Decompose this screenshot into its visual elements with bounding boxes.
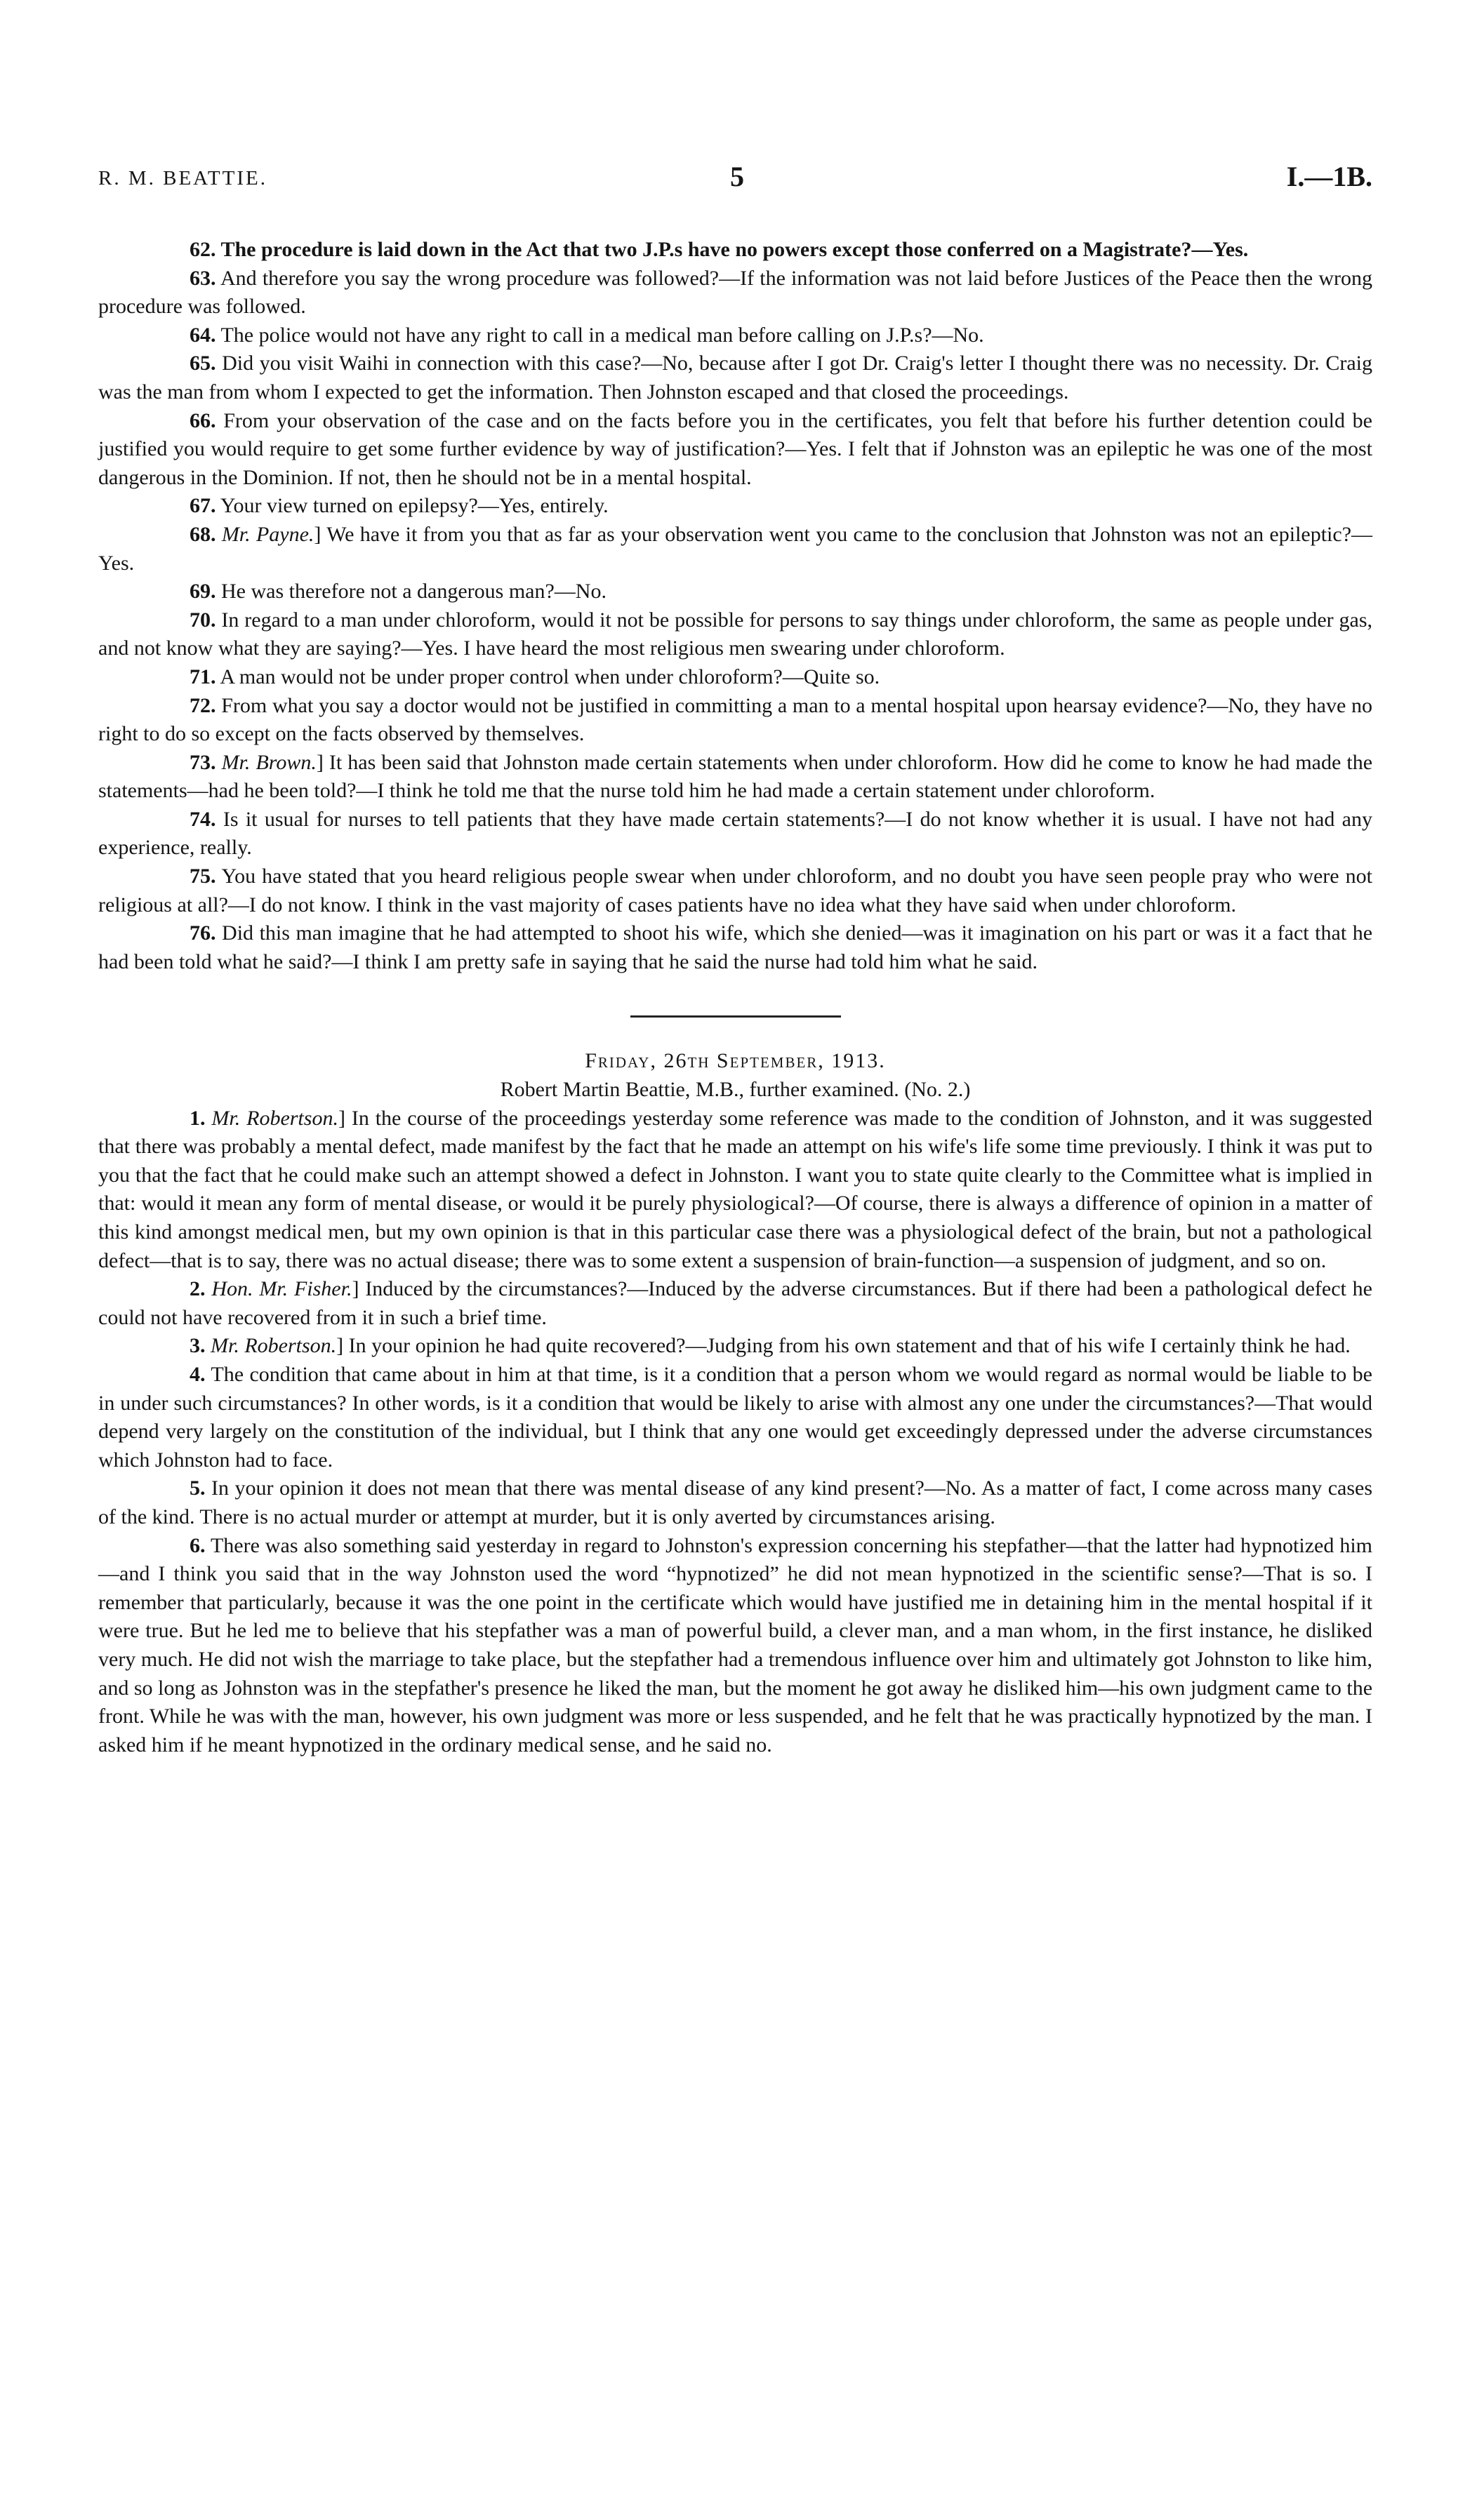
- question-number: 74.: [190, 807, 216, 831]
- section-divider: [630, 1015, 841, 1018]
- question-paragraph: [98, 692, 1372, 749]
- question-number: 63.: [190, 266, 216, 290]
- question-text: A man would not be under proper control when under chloroform?—Quite so.: [220, 665, 880, 688]
- question-paragraph: [98, 265, 1372, 321]
- question-text: From your observation of the case and on the facts before you in the certificates, you felt that before his further detention could be justified you would require to get some further evidence by way of justification?—Yes. I felt that if Johnston was an epileptic he was one of the most dangerous in the Dominion. If not, then he should not be in a mental hospital.: [98, 408, 1372, 489]
- question-number: 67.: [190, 494, 216, 518]
- question-number: 71.: [190, 665, 216, 688]
- question-number: 69.: [190, 580, 216, 604]
- question-text: Your view turned on epilepsy?—Yes, entirely.: [220, 494, 609, 518]
- question-paragraph: [98, 663, 1372, 692]
- question-text: In your opinion he had quite recovered?—Judging from his own statement and that of his wife I certainly think he had.: [348, 1334, 1351, 1358]
- speaker-name: Mr. Robertson.: [211, 1106, 338, 1130]
- document-body: [98, 236, 1372, 1759]
- question-text: From what you say a doctor would not be justified in committing a man to a mental hospital upon hearsay evidence?—No, they have no right to do so except on the facts observed by themselves.: [98, 693, 1373, 746]
- question-number: 62.: [190, 238, 216, 261]
- question-text: Induced by the circumstances?—Induced by the adverse circumstances. But if there had been a pathological defect he could not have recovered from it in such a brief time.: [98, 1277, 1372, 1329]
- question-text: And therefore you say the wrong procedure was followed?—If the information was not laid before Justices of the Peace then the wrong procedure was followed.: [98, 266, 1372, 319]
- question-text: It has been said that Johnston made certain statements when under chloroform. How did he come to know he had made the statements—had he been told?—I think he told me that the nurse told him he had made a certain statement under chloroform.: [98, 750, 1373, 803]
- header-right: I.—1B.: [1286, 161, 1372, 192]
- question-paragraph: 68. Mr. Payne.] We have it from you that as far as your observation went you came to the conclusion that Johnston was not an epileptic?—Yes.: [98, 522, 1373, 575]
- question-text: You have stated that you heard religious people swear when under chloroform, and no doubt you have seen people pray who were not religious at all?—I do not know. I think in the vast majority of cases patients have no idea what they have said when under chloroform.: [98, 865, 1372, 916]
- question-text: Did you visit Waihi in connection with this case?—No, because after I got Dr. Craig's letter I thought there was no necessity. Dr. Craig was the man from whom I expected to get the information. Then Johnston escaped and that closed the proceedings.: [98, 352, 1372, 404]
- question-text: The condition that came about in him at that time, is it a condition that a person whom we would regard as normal would be liable to be in under such circumstances? In other words, is it a condition that would be likely to arise with almost any one under the circumstances?—That would depend very largely on the constitution of the individual, but I think that any one would get exceedingly depressed under the adverse circumstances which Johnston had to face.: [98, 1362, 1372, 1472]
- question-number: 70.: [190, 608, 216, 632]
- question-number: 65.: [190, 352, 216, 375]
- question-paragraph: 2. Hon. Mr. Fisher.] Induced by the circumstances?—Induced by the adverse circumstances. But if there had been a pathological defect he could not have recovered from it in such a brief time.: [98, 1277, 1372, 1329]
- question-text: Did this man imagine that he had attempted to shoot his wife, which she denied—was it imagination on his part or was it a fact that he had been told what he said?—I think I am pretty safe in saying that he said the nurse had told him what he said.: [98, 921, 1373, 973]
- question-text: The police would not have any right to call in a medical man before calling on J.P.s?—No.: [220, 323, 984, 347]
- question-number: 4.: [190, 1362, 206, 1386]
- witness-heading: Robert Martin Beattie, M.B., further examined. (No. 2.): [500, 1078, 971, 1102]
- question-paragraph: [98, 407, 1372, 493]
- page-number: 5: [730, 161, 744, 192]
- question-number: 64.: [190, 323, 216, 347]
- question-text: In the course of the proceedings yesterday some reference was made to the condition of Johnston, and it was suggested that there was probably a mental defect, made manifest by the fact that he made an attempt on his wife's life some time previously. I think it was put to you that the fact that he could make such an attempt showed a defect in Johnston. I want you to state quite clearly to the Committee what is implied in that: would it mean any form of mental disease, or would it be purely physiological?—Of course, there is always a difference of opinion in a matter of this kind amongst medical men, but my own opinion is that in this particular case there was a physiological defect of the brain, but not a pathological defect—that is to say, there was no actual disease; there was to some extent a suspension of brain-function—a suspension of judgment, and so on.: [98, 1106, 1373, 1272]
- question-number: 66.: [190, 408, 216, 432]
- question-number: 1.: [190, 1106, 206, 1130]
- question-number: 73.: [190, 750, 216, 774]
- evidence-part-1: [98, 236, 1372, 976]
- question-paragraph: [98, 1474, 1372, 1531]
- speaker-name: Mr. Robertson.: [211, 1334, 337, 1358]
- question-number: 3.: [190, 1334, 206, 1358]
- speaker-name: Mr. Payne.: [221, 522, 314, 546]
- question-number: 72.: [190, 693, 216, 717]
- question-text: We have it from you that as far as your observation went you came to the conclusion that Johnston was not an epileptic?—Yes.: [98, 522, 1373, 575]
- question-paragraph: [98, 578, 1372, 606]
- question-paragraph: 73. Mr. Brown.] It has been said that Johnston made certain statements when under chloroform. How did he come to know he had made the statements—had he been told?—I think he told me that the nurse told him he had made a certain statement under chloroform.: [98, 750, 1373, 803]
- question-paragraph: [98, 806, 1372, 862]
- question-number: 2.: [190, 1277, 206, 1301]
- question-paragraph: [98, 492, 1372, 521]
- question-paragraph: 3. Mr. Robertson.] In your opinion he had quite recovered?—Judging from his own statement and that of his wife I certainly think he had.: [190, 1334, 1351, 1358]
- evidence-part-2: [98, 1105, 1372, 1760]
- question-paragraph: [98, 321, 1372, 350]
- question-number: 6.: [190, 1533, 206, 1557]
- question-text: Is it usual for nurses to tell patients that they have made certain statements?—I do not know whether it is usual. I have not had any experience, really.: [98, 807, 1372, 860]
- question-paragraph: [98, 349, 1372, 406]
- speaker-name: Hon. Mr. Fisher.: [211, 1277, 352, 1301]
- speaker-name: Mr. Brown.: [221, 750, 317, 774]
- question-paragraph: 1. Mr. Robertson.] In the course of the proceedings yesterday some reference was made to the condition of Johnston, and it was suggested that there was probably a mental defect, made manifest by the fact that he made an attempt on his wife's life some time previously. I think it was put to you that the fact that he could make such an attempt showed a defect in Johnston. I want you to state quite clearly to the Committee what is implied in that: would it mean any form of mental disease, or would it be purely physiological?—Of course, there is always a difference of opinion in a matter of this kind amongst medical men, but my own opinion is that in this particular case there was a physiological defect of the brain, but not a pathological defect—that is to say, there was no actual disease; there was to some extent a suspension of brain-function—a suspension of judgment, and so on.: [98, 1106, 1373, 1272]
- question-text: He was therefore not a dangerous man?—No.: [221, 580, 607, 604]
- question-paragraph: [98, 606, 1372, 663]
- page-header: [98, 160, 1372, 202]
- question-paragraph: [98, 236, 1372, 265]
- question-paragraph: [98, 1361, 1372, 1474]
- question-paragraph: [98, 1532, 1372, 1760]
- question-number: 76.: [190, 921, 216, 945]
- question-number: 75.: [190, 865, 216, 888]
- question-text: In regard to a man under chloroform, would it not be possible for persons to say things under chloroform, the same as people under gas, and not know what they are saying?—Yes. I have heard the most religious men swearing under chloroform.: [98, 608, 1373, 660]
- question-text: There was also something said yesterday in regard to Johnston's expression concerning his stepfather—that the latter had hypnotized him—and I think you said that in the way Johnston used the word “hypnotized” he did not mean hypnotized in the scientific sense?—That is so. I remember that particularly, because it was the one point in the certificate which would have justified me in detaining him in the mental hospital if it were true. But he led me to believe that his stepfather was a man of powerful build, a clever man, and a man whom, in the first instance, he disliked very much. He did not wish the marriage to take place, but the stepfather had a tremendous influence over him and ultimately got Johnston to like him, and so long as Johnston was in the stepfather's presence he liked the man, but the moment he got away he disliked him—his own judgment came to the front. While he was with the man, however, his own judgment was more or less suspended, and he felt that he was practically hypnotized by the man. I asked him if he meant hypnotized in the ordinary medical sense, and he said no.: [98, 1533, 1373, 1756]
- question-paragraph: [98, 862, 1372, 919]
- section-date: Friday, 26th September, 1913.: [585, 1049, 886, 1073]
- question-text: In your opinion it does not mean that there was mental disease of any kind present?—No. As a matter of fact, I come across many cases of the kind. There is no actual murder or attempt at murder, but it is only averted by circumstances arising.: [98, 1476, 1373, 1528]
- question-paragraph: [98, 919, 1372, 976]
- question-number: 68.: [190, 522, 216, 546]
- question-number: 5.: [190, 1476, 206, 1500]
- header-left: R. M. BEATTIE.: [98, 167, 267, 189]
- question-text: The procedure is laid down in the Act that two J.P.s have no powers except those conferred on a Magistrate?—Yes.: [220, 238, 1249, 261]
